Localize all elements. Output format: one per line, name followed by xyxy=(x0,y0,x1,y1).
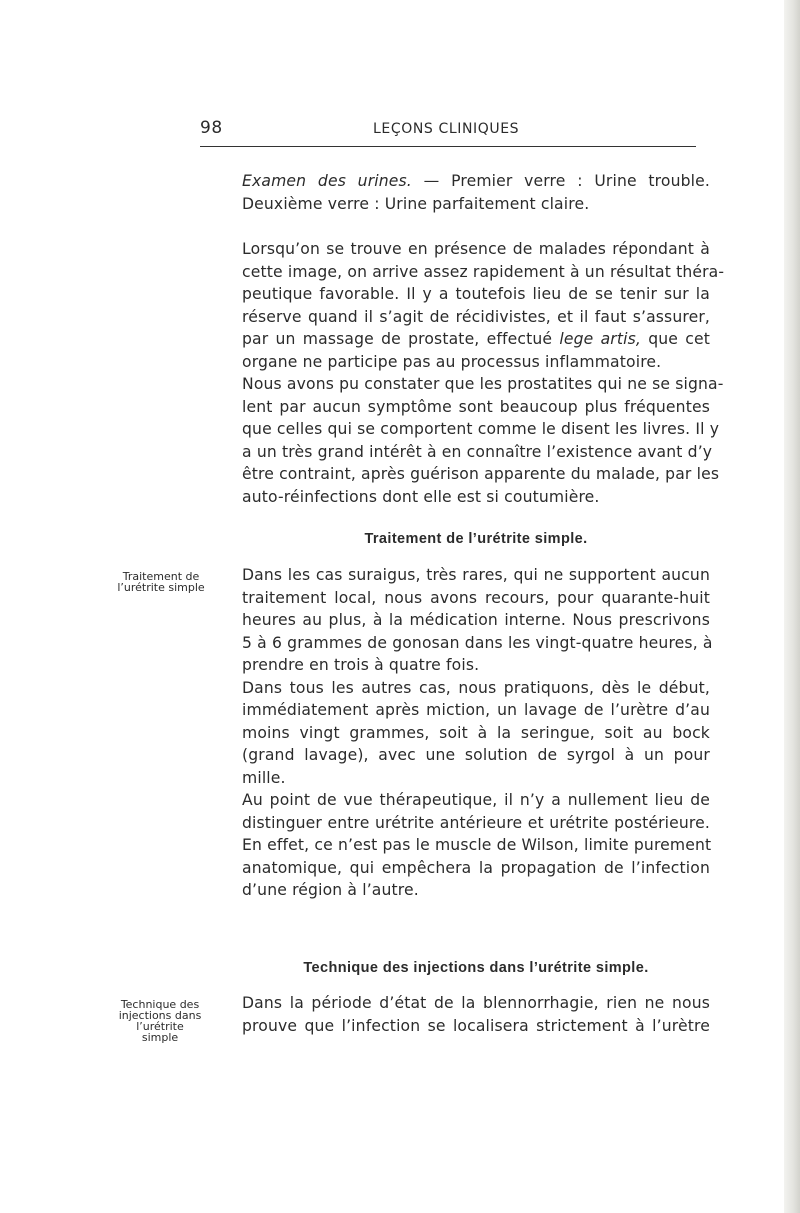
urine-exam-paragraph xyxy=(242,170,710,215)
text-line: heures au plus, à la médication interne. Nous prescrivons xyxy=(242,611,710,629)
text-line: être contraint, après guérison apparente du malade, par les xyxy=(242,465,720,483)
text-line: Dans la période d’état de la blennorrhagie, rien ne nous xyxy=(242,994,710,1012)
text-line: organe ne participe pas au processus inflammatoire. xyxy=(242,352,662,371)
text-line: réserve quand il s’agit de récidivistes, et il faut s’assurer, xyxy=(242,307,710,326)
text-line: 5 à 6 grammes de gonosan dans les vingt-quatre heures, à xyxy=(242,633,713,652)
text-line: traitement local, nous avons recours, pour quarante-huit xyxy=(242,588,710,607)
text-line: par un massage de prostate, effectué lege artis, que cet xyxy=(242,330,710,348)
text-line: a un très grand intérêt à en connaître l’existence avant d’y xyxy=(242,442,713,461)
prostatitis-paragraph xyxy=(242,238,725,508)
running-title: LEÇONS CLINIQUES xyxy=(373,121,520,137)
text-line: mille. xyxy=(242,768,286,787)
text-line: Deuxième verre : Urine parfaitement claire. xyxy=(242,194,590,213)
text-line: lent par aucun symptôme sont beaucoup plus fréquentes xyxy=(242,397,710,416)
section-heading-treatment: Traitement de l’urétrite simple. xyxy=(364,531,588,547)
text-line: Dans tous les autres cas, nous pratiquons, dès le début, xyxy=(242,678,710,697)
page-number: 98 xyxy=(200,118,223,138)
italic-phrase: Examen des urines. xyxy=(242,172,412,190)
text-line: En effet, ce n’est pas le muscle de Wilson, limite purement xyxy=(242,836,712,854)
text-line: distinguer entre urétrite antérieure et urétrite postérieure. xyxy=(242,813,710,832)
page-edge-shadow xyxy=(784,0,800,1213)
text-line: Dans les cas suraigus, très rares, qui ne supportent aucun xyxy=(242,566,710,584)
text-line: moins vingt grammes, soit à la seringue, soit au bock xyxy=(242,723,710,742)
text-line: immédiatement après miction, un lavage de l’urètre d’au xyxy=(242,701,710,719)
injection-paragraph xyxy=(242,992,710,1037)
section-heading-injection-technique: Technique des injections dans l’urétrite simple. xyxy=(303,960,649,976)
text-line: prendre en trois à quatre fois. xyxy=(242,656,480,674)
text-line: Au point de vue thérapeutique, il n’y a nullement lieu de xyxy=(242,791,710,809)
text-line: anatomique, qui empêchera la propagation de l’infection xyxy=(242,858,710,877)
text-line: d’une région à l’autre. xyxy=(242,881,419,899)
text-line: auto-réinfections dont elle est si coutumière. xyxy=(242,487,600,506)
treatment-paragraph xyxy=(242,564,713,902)
margin-note-injection-technique: Technique des injections dans l’urétrite simple xyxy=(118,998,202,1044)
page-header xyxy=(200,118,696,147)
text-line: prouve que l’infection se localisera strictement à l’urètre xyxy=(242,1016,710,1035)
text-line: Examen des urines. — Premier verre : Urine trouble. xyxy=(242,172,711,190)
text-line: (grand lavage), avec une solution de syrgol à un pour xyxy=(242,746,710,764)
text-line: peutique favorable. Il y a toutefois lieu de se tenir sur la xyxy=(242,285,710,303)
text-line: que celles qui se comportent comme le disent les livres. Il y xyxy=(242,420,720,438)
text-line: cette image, on arrive assez rapidement à un résultat théra- xyxy=(242,262,725,281)
text-line: Nous avons pu constater que les prostatites qui ne se signa- xyxy=(242,375,724,393)
italic-phrase: lege artis, xyxy=(559,330,641,348)
text-line: Lorsqu’on se trouve en présence de malades répondant à xyxy=(242,240,710,258)
margin-note-treatment: Traitement de l’urétrite simple xyxy=(117,570,205,594)
